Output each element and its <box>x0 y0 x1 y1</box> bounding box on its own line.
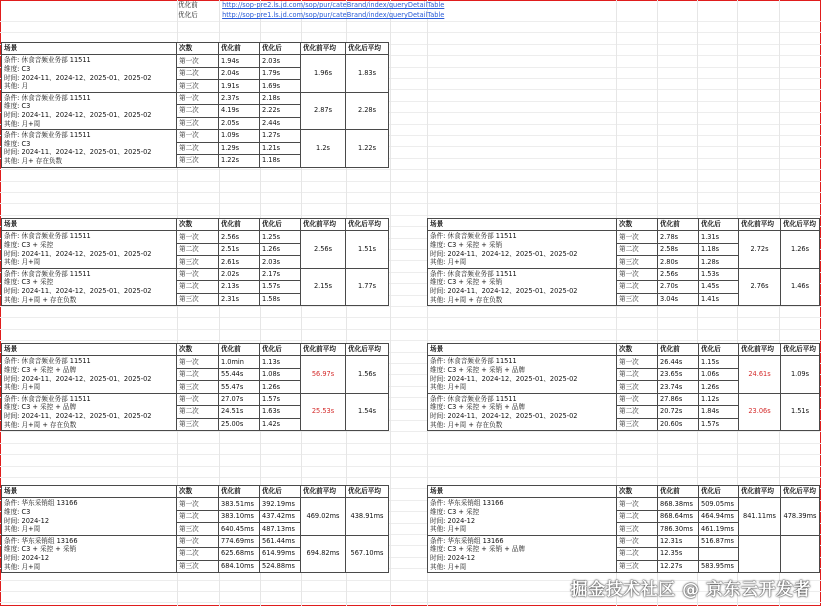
avg-before-cell: 2.87s <box>301 92 346 129</box>
results-table <box>1 343 389 431</box>
column-header: 优化后平均 <box>781 486 820 498</box>
before-url-row <box>178 1 444 10</box>
after-time-cell: 524.88ms <box>260 560 301 572</box>
before-time-cell: 625.68ms <box>219 548 260 560</box>
run-label-cell: 第二次 <box>177 548 219 560</box>
run-label-cell: 第一次 <box>177 55 219 67</box>
run-label-cell: 第二次 <box>617 281 658 293</box>
column-header: 优化前平均 <box>301 43 346 55</box>
avg-after-cell: 1.83s <box>346 55 389 92</box>
avg-after-cell: 438.91ms <box>346 498 389 535</box>
run-label-cell: 第三次 <box>177 256 219 268</box>
after-label: 优化后 <box>178 11 198 19</box>
after-time-cell: 1.18s <box>260 155 301 167</box>
avg-before-cell: 1.2s <box>301 130 346 167</box>
avg-before-cell: 1.96s <box>301 55 346 92</box>
run-label-cell: 第三次 <box>617 418 658 430</box>
column-header: 优化后 <box>260 219 301 231</box>
before-time-cell: 2.31s <box>219 293 260 305</box>
after-time-cell: 561.44ms <box>260 535 301 547</box>
column-header: 次数 <box>177 486 219 498</box>
before-time-cell: 2.80s <box>658 256 699 268</box>
column-header: 场景 <box>428 344 617 356</box>
run-label-cell: 第一次 <box>617 268 658 280</box>
before-time-cell: 1.29s <box>219 142 260 154</box>
after-url-row <box>178 11 444 20</box>
run-label-cell: 第三次 <box>617 560 658 572</box>
avg-after-cell: 1.54s <box>346 393 389 430</box>
after-time-cell: 1.26s <box>699 381 739 393</box>
before-time-cell: 25.00s <box>219 418 260 430</box>
before-time-cell: 2.04s <box>219 67 260 79</box>
run-label-cell: 第一次 <box>177 231 219 243</box>
run-label-cell: 第三次 <box>177 117 219 129</box>
column-header: 次数 <box>617 344 658 356</box>
column-header: 优化后平均 <box>781 344 820 356</box>
results-table <box>1 218 389 306</box>
after-time-cell: 461.19ms <box>699 523 739 535</box>
column-header: 场景 <box>2 219 177 231</box>
after-time-cell: 1.31s <box>699 231 739 243</box>
before-time-cell: 2.78s <box>658 231 699 243</box>
after-time-cell: 1.57s <box>260 281 301 293</box>
scene-cell: 条件: 休食音频业务部 11511 维度: C3 时间: 2024-11、2024-12、2025-01、2025-02 其他: 月 <box>2 55 177 92</box>
before-time-cell: 1.91s <box>219 80 260 92</box>
before-time-cell: 868.64ms <box>658 510 699 522</box>
before-time-cell: 2.51s <box>219 243 260 255</box>
column-header: 优化后 <box>699 219 739 231</box>
avg-before-cell: 2.72s <box>739 231 781 268</box>
scene-cell: 条件: 休食音频业务部 11511 维度: C3 + 采控 + 采销 + 品牌 时间: 2024-11、2024-12、2025-01、2025-02 其他: 月+周 <box>428 356 617 393</box>
table-header-row <box>428 344 820 356</box>
scene-cell: 条件: 休食音频业务部 11511 维度: C3 + 采控 + 采销 时间: 2024-11、2024-12、2025-01、2025-02 其他: 月+周 <box>428 231 617 268</box>
avg-before-cell: 2.56s <box>301 231 346 268</box>
avg-after-cell <box>781 535 820 572</box>
table-row <box>2 268 389 280</box>
after-time-cell: 1.18s <box>699 243 739 255</box>
run-label-cell: 第三次 <box>177 381 219 393</box>
before-time-cell: 20.72s <box>658 406 699 418</box>
column-header: 优化前 <box>219 219 260 231</box>
before-time-cell: 27.07s <box>219 393 260 405</box>
table-header-row <box>2 344 389 356</box>
column-header: 优化前 <box>658 486 699 498</box>
after-time-cell: 2.22s <box>260 105 301 117</box>
run-label-cell: 第一次 <box>177 130 219 142</box>
results-table <box>427 485 820 573</box>
after-time-cell: 614.99ms <box>260 548 301 560</box>
run-label-cell: 第三次 <box>177 80 219 92</box>
column-header: 优化后 <box>699 344 739 356</box>
scene-cell: 条件: 休食音频业务部 11511 维度: C3 + 采控 + 品牌 时间: 2024-11、2024-12、2025-01、2025-02 其他: 月+周 <box>2 356 177 393</box>
run-label-cell: 第二次 <box>177 368 219 380</box>
after-time-cell: 1.63s <box>260 406 301 418</box>
after-time-cell: 1.42s <box>260 418 301 430</box>
after-time-cell: 509.05ms <box>699 498 739 510</box>
after-time-cell: 1.15s <box>699 356 739 368</box>
column-header: 优化前 <box>219 486 260 498</box>
column-header: 次数 <box>177 43 219 55</box>
after-time-cell: 1.57s <box>699 418 739 430</box>
table-header-row <box>2 486 389 498</box>
column-header: 次数 <box>177 219 219 231</box>
table-row <box>2 231 389 243</box>
after-time-cell: 1.06s <box>699 368 739 380</box>
before-time-cell: 2.56s <box>658 268 699 280</box>
run-label-cell: 第一次 <box>617 498 658 510</box>
run-label-cell: 第三次 <box>177 155 219 167</box>
table-row <box>2 92 389 104</box>
avg-before-cell: 694.82ms <box>301 535 346 572</box>
run-label-cell: 第一次 <box>177 535 219 547</box>
avg-before-cell: 2.15s <box>301 268 346 305</box>
column-header: 优化前平均 <box>739 344 781 356</box>
before-time-cell: 383.10ms <box>219 510 260 522</box>
run-label-cell: 第二次 <box>177 243 219 255</box>
column-header: 优化前 <box>658 219 699 231</box>
scene-cell: 条件: 华东采销组 13166 维度: C3 + 采控 + 采销 + 品牌 时间: 2024-12 其他: 月+周 <box>428 535 617 572</box>
after-time-cell: 2.17s <box>260 268 301 280</box>
column-header: 优化前平均 <box>739 486 781 498</box>
table-row <box>2 130 389 142</box>
before-time-cell: 383.51ms <box>219 498 260 510</box>
scene-cell: 条件: 休食音频业务部 11511 维度: C3 + 采控 + 品牌 时间: 2024-11、2024-12、2025-01、2025-02 其他: 月+周 + 存在负数 <box>2 393 177 430</box>
after-time-cell: 1.26s <box>260 381 301 393</box>
before-time-cell: 2.61s <box>219 256 260 268</box>
after-time-cell <box>699 548 739 560</box>
run-label-cell: 第二次 <box>617 548 658 560</box>
before-time-cell: 2.02s <box>219 268 260 280</box>
scene-cell: 条件: 休食音频业务部 11511 维度: C3 + 采控 + 采销 时间: 2024-11、2024-12、2025-01、2025-02 其他: 月+周 + 存在负数 <box>428 268 617 305</box>
run-label-cell: 第三次 <box>177 560 219 572</box>
avg-after-cell: 1.09s <box>781 356 820 393</box>
avg-after-cell: 1.26s <box>781 231 820 268</box>
grid-col-line <box>390 0 391 606</box>
before-time-cell: 55.44s <box>219 368 260 380</box>
run-label-cell: 第三次 <box>177 523 219 535</box>
before-time-cell: 3.04s <box>658 293 699 305</box>
avg-before-cell: 24.61s <box>739 356 781 393</box>
results-table <box>1 42 389 168</box>
table-row <box>2 535 389 547</box>
after-time-cell: 2.18s <box>260 92 301 104</box>
after-time-cell: 1.08s <box>260 368 301 380</box>
table-header-row <box>2 219 389 231</box>
column-header: 优化后 <box>260 43 301 55</box>
before-time-cell: 868.38ms <box>658 498 699 510</box>
after-time-cell: 1.28s <box>699 256 739 268</box>
after-time-cell: 583.95ms <box>699 560 739 572</box>
before-time-cell: 640.45ms <box>219 523 260 535</box>
column-header: 优化后平均 <box>346 219 389 231</box>
avg-after-cell: 567.10ms <box>346 535 389 572</box>
run-label-cell: 第三次 <box>617 293 658 305</box>
run-label-cell: 第一次 <box>177 356 219 368</box>
after-time-cell: 464.94ms <box>699 510 739 522</box>
table-row <box>2 55 389 67</box>
run-label-cell: 第二次 <box>617 368 658 380</box>
column-header: 次数 <box>617 219 658 231</box>
before-time-cell: 12.35s <box>658 548 699 560</box>
column-header: 优化后 <box>260 486 301 498</box>
scene-cell: 条件: 休食音频业务部 11511 维度: C3 时间: 2024-11、2024-12、2025-01、2025-02 其他: 月+ 存在负数 <box>2 130 177 167</box>
run-label-cell: 第二次 <box>617 510 658 522</box>
after-time-cell: 1.53s <box>699 268 739 280</box>
avg-after-cell: 478.39ms <box>781 498 820 535</box>
after-time-cell: 392.19ms <box>260 498 301 510</box>
before-time-cell: 2.58s <box>658 243 699 255</box>
table-row <box>428 231 820 243</box>
run-label-cell: 第一次 <box>617 535 658 547</box>
run-label-cell: 第二次 <box>617 243 658 255</box>
before-label: 优化前 <box>178 1 198 9</box>
before-time-cell: 24.51s <box>219 406 260 418</box>
scene-cell: 条件: 华东采销组 13166 维度: C3 时间: 2024-12 其他: 月+周 <box>2 498 177 535</box>
after-time-cell: 437.42ms <box>260 510 301 522</box>
column-header: 场景 <box>2 344 177 356</box>
after-time-cell: 2.44s <box>260 117 301 129</box>
before-time-cell: 684.10ms <box>219 560 260 572</box>
column-header: 场景 <box>428 219 617 231</box>
before-time-cell: 23.74s <box>658 381 699 393</box>
run-label-cell: 第三次 <box>617 523 658 535</box>
after-time-cell: 1.12s <box>699 393 739 405</box>
scene-cell: 条件: 华东采销组 13166 维度: C3 + 采控 + 采销 时间: 2024-12 其他: 月+周 <box>2 535 177 572</box>
column-header: 优化后平均 <box>346 486 389 498</box>
before-time-cell: 1.0min <box>219 356 260 368</box>
after-time-cell: 1.58s <box>260 293 301 305</box>
run-label-cell: 第二次 <box>617 406 658 418</box>
run-label-cell: 第三次 <box>177 293 219 305</box>
column-header: 优化后平均 <box>346 344 389 356</box>
avg-after-cell: 1.51s <box>781 393 820 430</box>
before-time-cell: 20.60s <box>658 418 699 430</box>
column-header: 优化前 <box>219 43 260 55</box>
avg-before-cell: 469.02ms <box>301 498 346 535</box>
scene-cell: 条件: 华东采销组 13166 维度: C3 + 采控 时间: 2024-12 其他: 月+周 <box>428 498 617 535</box>
run-label-cell: 第一次 <box>177 92 219 104</box>
before-time-cell: 12.27s <box>658 560 699 572</box>
avg-after-cell: 1.56s <box>346 356 389 393</box>
run-label-cell: 第一次 <box>617 231 658 243</box>
before-time-cell: 26.44s <box>658 356 699 368</box>
avg-before-cell: 841.11ms <box>739 498 781 535</box>
table-header-row <box>428 486 820 498</box>
after-time-cell: 1.21s <box>260 142 301 154</box>
before-time-cell: 12.31s <box>658 535 699 547</box>
table-row <box>2 498 389 510</box>
run-label-cell: 第二次 <box>177 142 219 154</box>
run-label-cell: 第一次 <box>617 393 658 405</box>
results-table <box>427 218 820 306</box>
table-row <box>428 535 820 547</box>
run-label-cell: 第二次 <box>177 105 219 117</box>
avg-after-cell: 1.77s <box>346 268 389 305</box>
run-label-cell: 第一次 <box>177 268 219 280</box>
table-row <box>428 356 820 368</box>
run-label-cell: 第一次 <box>177 393 219 405</box>
table-header-row <box>2 43 389 55</box>
run-label-cell: 第二次 <box>177 281 219 293</box>
before-time-cell: 1.09s <box>219 130 260 142</box>
before-time-cell: 4.19s <box>219 105 260 117</box>
results-table <box>427 343 820 431</box>
before-time-cell: 2.13s <box>219 281 260 293</box>
column-header: 次数 <box>617 486 658 498</box>
avg-after-cell: 1.46s <box>781 268 820 305</box>
before-time-cell: 23.65s <box>658 368 699 380</box>
run-label-cell: 第三次 <box>177 418 219 430</box>
table-header-row <box>428 219 820 231</box>
before-time-cell: 2.70s <box>658 281 699 293</box>
avg-before-cell: 2.76s <box>739 268 781 305</box>
run-label-cell: 第三次 <box>617 381 658 393</box>
avg-before-cell: 23.06s <box>739 393 781 430</box>
before-time-cell: 786.30ms <box>658 523 699 535</box>
before-url-link[interactable]: http://sop-pre2.ls.jd.com/sop/pur/cateBrand/index/queryDetailTable <box>222 1 445 9</box>
after-time-cell: 1.25s <box>260 231 301 243</box>
column-header: 优化后 <box>699 486 739 498</box>
run-label-cell: 第一次 <box>617 356 658 368</box>
after-time-cell: 1.57s <box>260 393 301 405</box>
after-time-cell: 2.03s <box>260 55 301 67</box>
after-time-cell: 2.03s <box>260 256 301 268</box>
table-row <box>428 268 820 280</box>
table-row <box>428 393 820 405</box>
after-url-link[interactable]: http://sop-pre1.ls.jd.com/sop/pur/cateBrand/index/queryDetailTable <box>222 11 445 19</box>
column-header: 场景 <box>2 486 177 498</box>
column-header: 次数 <box>177 344 219 356</box>
after-time-cell: 1.69s <box>260 80 301 92</box>
before-time-cell: 1.22s <box>219 155 260 167</box>
footer-watermark: 掘金技术社区 @ 京东云开发者 <box>570 580 811 600</box>
after-time-cell: 1.26s <box>260 243 301 255</box>
column-header: 优化后平均 <box>346 43 389 55</box>
after-time-cell: 487.13ms <box>260 523 301 535</box>
scene-cell: 条件: 休食音频业务部 11511 维度: C3 + 采控 时间: 2024-11、2024-12、2025-01、2025-02 其他: 月+周 + 存在负数 <box>2 268 177 305</box>
before-time-cell: 774.69ms <box>219 535 260 547</box>
avg-before-cell: 56.97s <box>301 356 346 393</box>
table-row <box>2 393 389 405</box>
run-label-cell: 第二次 <box>177 510 219 522</box>
table-row <box>428 498 820 510</box>
column-header: 优化前 <box>658 344 699 356</box>
after-time-cell: 1.84s <box>699 406 739 418</box>
avg-before-cell <box>739 535 781 572</box>
column-header: 优化后 <box>260 344 301 356</box>
table-row <box>2 356 389 368</box>
after-time-cell: 1.79s <box>260 67 301 79</box>
column-header: 优化前平均 <box>301 486 346 498</box>
after-time-cell: 1.27s <box>260 130 301 142</box>
before-time-cell: 55.47s <box>219 381 260 393</box>
after-time-cell: 1.41s <box>699 293 739 305</box>
run-label-cell: 第一次 <box>177 498 219 510</box>
scene-cell: 条件: 休食音频业务部 11511 维度: C3 + 采控 时间: 2024-11、2024-12、2025-01、2025-02 其他: 月+周 <box>2 231 177 268</box>
results-table <box>1 485 389 573</box>
before-time-cell: 2.56s <box>219 231 260 243</box>
column-header: 优化前平均 <box>301 344 346 356</box>
before-time-cell: 2.37s <box>219 92 260 104</box>
after-time-cell: 516.87ms <box>699 535 739 547</box>
column-header: 优化前平均 <box>739 219 781 231</box>
column-header: 优化前平均 <box>301 219 346 231</box>
scene-cell: 条件: 休食音频业务部 11511 维度: C3 + 采控 + 采销 + 品牌 时间: 2024-11、2024-12、2025-01、2025-02 其他: 月+周 + 存在负数 <box>428 393 617 430</box>
column-header: 优化后平均 <box>781 219 820 231</box>
before-time-cell: 1.94s <box>219 55 260 67</box>
avg-after-cell: 1.51s <box>346 231 389 268</box>
after-time-cell: 1.45s <box>699 281 739 293</box>
avg-after-cell: 1.22s <box>346 130 389 167</box>
before-time-cell: 2.05s <box>219 117 260 129</box>
run-label-cell: 第三次 <box>617 256 658 268</box>
scene-cell: 条件: 休食音频业务部 11511 维度: C3 时间: 2024-11、2024-12、2025-01、2025-02 其他: 月+周 <box>2 92 177 129</box>
before-time-cell: 27.86s <box>658 393 699 405</box>
after-time-cell: 1.13s <box>260 356 301 368</box>
avg-before-cell: 25.53s <box>301 393 346 430</box>
column-header: 优化前 <box>219 344 260 356</box>
run-label-cell: 第二次 <box>177 67 219 79</box>
avg-after-cell: 2.28s <box>346 92 389 129</box>
column-header: 场景 <box>428 486 617 498</box>
column-header: 场景 <box>2 43 177 55</box>
run-label-cell: 第二次 <box>177 406 219 418</box>
